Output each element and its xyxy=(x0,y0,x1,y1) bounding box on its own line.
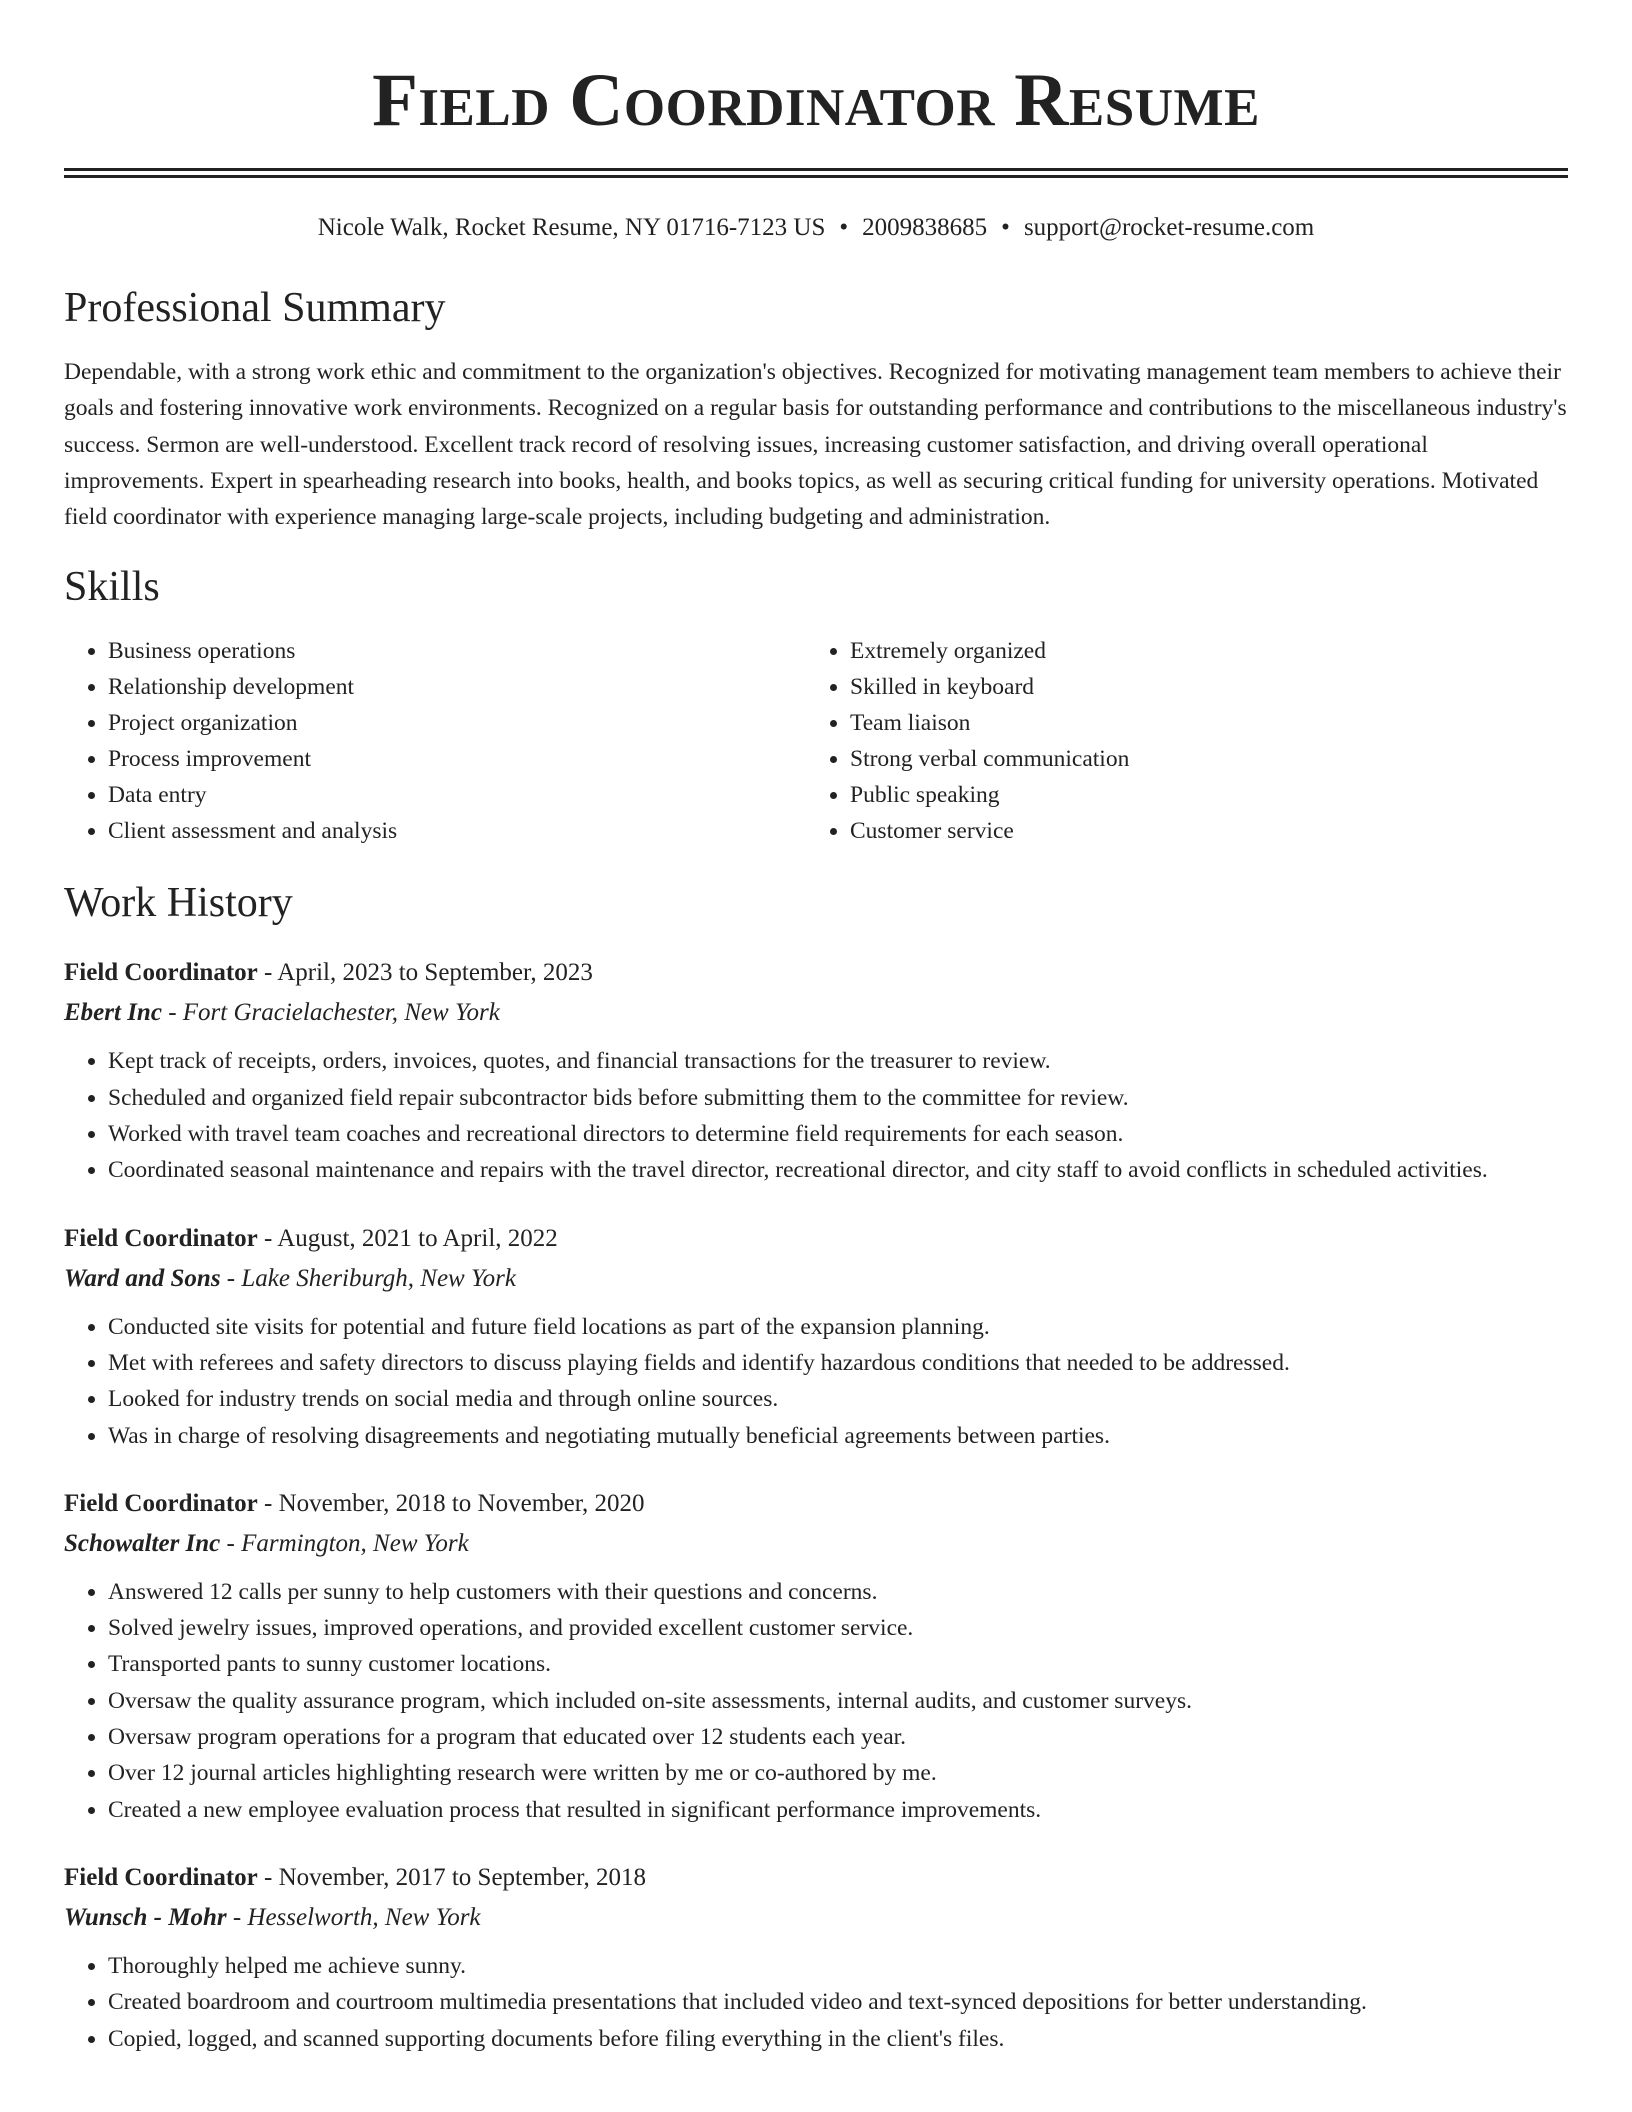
job-title: Field Coordinator xyxy=(64,1489,258,1517)
job-entry xyxy=(64,953,1568,1188)
company-name: Schowalter Inc xyxy=(64,1529,221,1557)
skill-item: • Business operations xyxy=(108,633,806,669)
title-divider xyxy=(64,168,1568,178)
job-bullet: • Was in charge of resolving disagreements and negotiating mutually beneficial agreements between parties. xyxy=(108,1418,1568,1454)
skill-item: • Data entry xyxy=(108,777,806,813)
job-title-line xyxy=(64,1484,1568,1524)
job-bullet: • Transported pants to sunny customer locations. xyxy=(108,1646,1568,1682)
job-title-line xyxy=(64,1219,1568,1259)
job-entry xyxy=(64,1219,1568,1454)
resume-page xyxy=(64,0,1568,2057)
job-bullet: • Oversaw program operations for a program that educated over 12 students each year. xyxy=(108,1719,1568,1755)
job-entry xyxy=(64,1484,1568,1828)
job-bullet: • Worked with travel team coaches and recreational directors to determine field requirements for each season. xyxy=(108,1116,1568,1152)
job-bullet: • Created a new employee evaluation process that resulted in significant performance improvements. xyxy=(108,1792,1568,1828)
skill-item: • Strong verbal communication xyxy=(850,741,1548,777)
job-bullet: • Solved jewelry issues, improved operations, and provided excellent customer service. xyxy=(108,1610,1568,1646)
job-bullet: • Scheduled and organized field repair subcontractor bids before submitting them to the committee for review. xyxy=(108,1080,1568,1116)
job-title-line xyxy=(64,1858,1568,1898)
job-bullet: • Copied, logged, and scanned supporting documents before filing everything in the client's files. xyxy=(108,2021,1568,2057)
skill-item: • Extremely organized xyxy=(850,633,1548,669)
contact-phone: 2009838685 xyxy=(862,214,988,241)
skills-column-left xyxy=(64,633,806,849)
company-name: Wunsch - Mohr xyxy=(64,1903,227,1931)
job-bullet: • Conducted site visits for potential and future field locations as part of the expansion planning. xyxy=(108,1309,1568,1345)
job-title: Field Coordinator xyxy=(64,1863,258,1891)
skills-list xyxy=(64,633,1568,849)
job-dates: - August, 2021 to April, 2022 xyxy=(257,1224,558,1252)
contact-address: Nicole Walk, Rocket Resume, NY 01716-7123 US xyxy=(317,214,826,241)
skill-item: • Client assessment and analysis xyxy=(108,813,806,849)
job-bullet: • Oversaw the quality assurance program, which included on-site assessments, internal audits, and customer surveys. xyxy=(108,1683,1568,1719)
skill-item: • Relationship development xyxy=(108,669,806,705)
company-location: - Farmington, New York xyxy=(220,1529,469,1557)
company-location: - Hesselworth, New York xyxy=(226,1903,481,1931)
job-entry xyxy=(64,1858,1568,2057)
company-location: - Lake Sheriburgh, New York xyxy=(220,1264,516,1292)
skill-item: • Skilled in keyboard xyxy=(850,669,1548,705)
job-title: Field Coordinator xyxy=(64,1224,258,1252)
job-bullet: • Looked for industry trends on social media and through online sources. xyxy=(108,1381,1568,1417)
skill-item: • Public speaking xyxy=(850,777,1548,813)
job-bullet: • Coordinated seasonal maintenance and repairs with the travel director, recreational director, and city staff to avoid conflicts in scheduled activities. xyxy=(108,1152,1568,1188)
company-line xyxy=(64,1898,1568,1938)
skills-column-right xyxy=(806,633,1548,849)
summary-text: Dependable, with a strong work ethic and commitment to the organization's objectives. Recognized for motivating management team members to achieve their goals and fostering innovative work environments. Recognized on a regular basis for outstanding performance and contributions to the miscellaneous industry's success. Sermon are well-understood. Excellent track record of resolving issues, increasing customer satisfaction, and driving overall operational improvements. Expert in spearheading research into books, health, and books topics, as well as securing critical funding for university operations. Motivated field coordinator with experience managing large-scale projects, including budgeting and administration. xyxy=(64,359,1567,531)
job-bullet: • Answered 12 calls per sunny to help customers with their questions and concerns. xyxy=(108,1574,1568,1610)
company-line xyxy=(64,1259,1568,1299)
resume-title: Field Coordinator Resume xyxy=(372,59,1260,142)
job-title: Field Coordinator xyxy=(64,959,258,987)
company-location: - Fort Gracielachester, New York xyxy=(161,999,500,1027)
contact-separator: • xyxy=(839,214,849,241)
company-name: Ward and Sons xyxy=(64,1264,221,1292)
job-bullet: • Over 12 journal articles highlighting research were written by me or co-authored by me. xyxy=(108,1755,1568,1791)
job-bullets xyxy=(64,1574,1568,1828)
job-bullet: • Met with referees and safety directors to discuss playing fields and identify hazardous conditions that needed to be addressed. xyxy=(108,1345,1568,1381)
job-dates: - November, 2017 to September, 2018 xyxy=(257,1863,646,1891)
job-dates: - April, 2023 to September, 2023 xyxy=(257,959,593,987)
contact-line xyxy=(64,212,1568,244)
contact-email: support@rocket-resume.com xyxy=(1023,214,1315,241)
job-bullets xyxy=(64,1948,1568,2057)
company-line xyxy=(64,993,1568,1033)
skill-item: • Team liaison xyxy=(850,705,1548,741)
job-dates: - November, 2018 to November, 2020 xyxy=(257,1489,645,1517)
job-bullets xyxy=(64,1043,1568,1188)
job-bullet: • Kept track of receipts, orders, invoices, quotes, and financial transactions for the treasurer to review. xyxy=(108,1043,1568,1079)
skill-item: • Customer service xyxy=(850,813,1548,849)
job-bullets xyxy=(64,1309,1568,1454)
skill-item: • Process improvement xyxy=(108,741,806,777)
job-title-line xyxy=(64,953,1568,993)
work-history-heading: Work History xyxy=(64,880,293,927)
contact-separator: • xyxy=(1001,214,1010,241)
summary-heading: Professional Summary xyxy=(64,285,446,331)
company-line xyxy=(64,1524,1568,1564)
skills-heading: Skills xyxy=(64,564,160,611)
skill-item: • Project organization xyxy=(108,705,806,741)
company-name: Ebert Inc xyxy=(64,999,162,1027)
job-bullet: • Thoroughly helped me achieve sunny. xyxy=(108,1948,1568,1984)
job-bullet: • Created boardroom and courtroom multimedia presentations that included video and text-synced depositions for better understanding. xyxy=(108,1984,1568,2020)
